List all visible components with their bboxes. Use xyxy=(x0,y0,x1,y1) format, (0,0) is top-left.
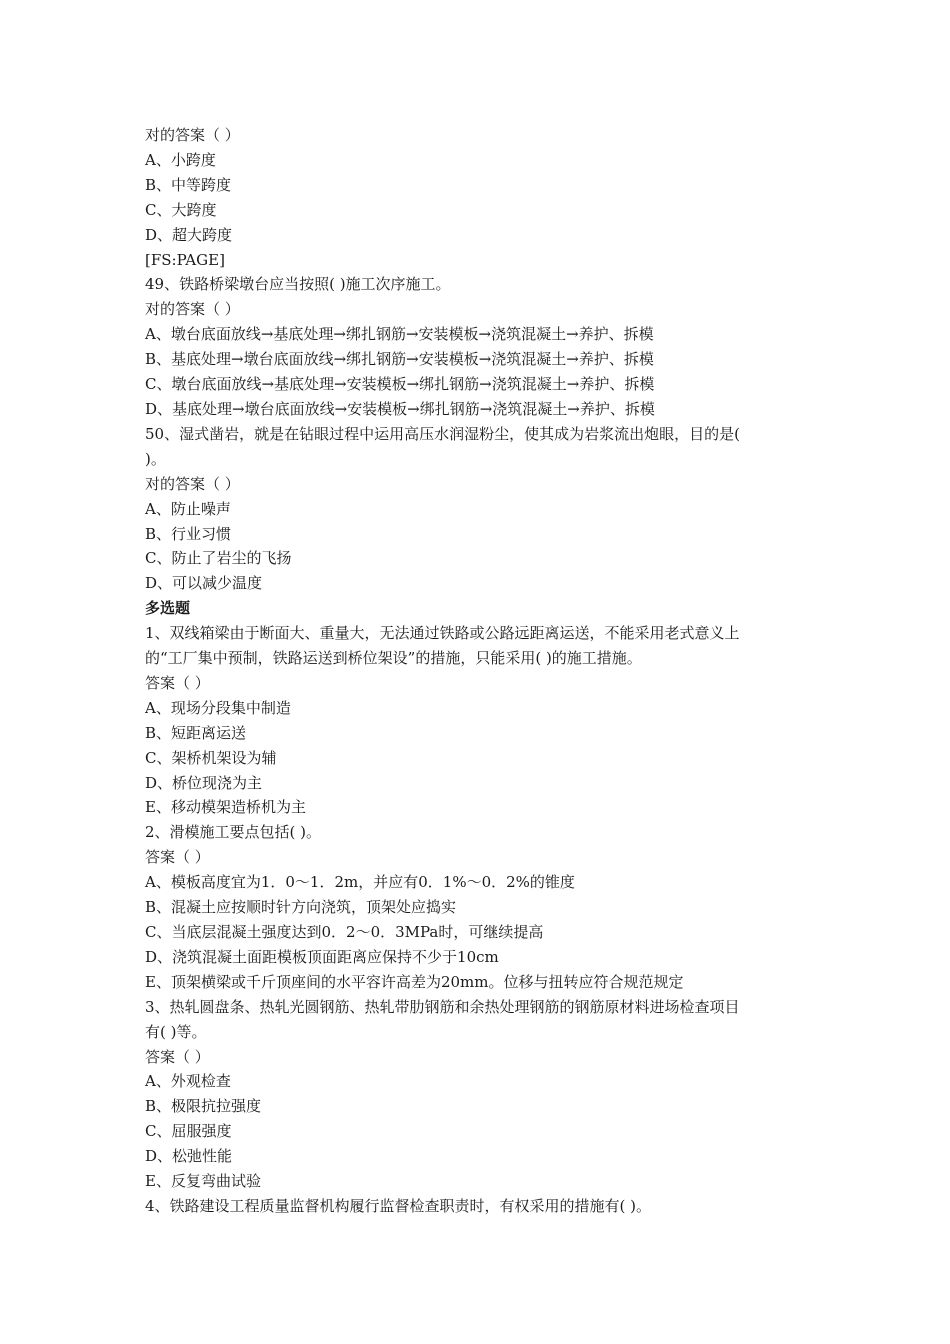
q48-answer-prompt: 对的答案（ ） xyxy=(145,126,240,144)
q50-option-b: B、行业习惯 xyxy=(145,524,232,543)
q48-option-c: C、大跨度 xyxy=(145,200,217,219)
m3-option-a: A、外观检查 xyxy=(145,1072,231,1091)
q49-option-a: A、墩台底面放线→基底处理→绑扎钢筋→安装模板→浇筑混凝土→养护、拆模 xyxy=(145,325,654,344)
m2-option-a: A、模板高度宜为1．0～1．2m，并应有0．1%～0．2%的锥度 xyxy=(145,873,575,892)
m1-question-line1: 1、双线箱梁由于断面大、重量大，无法通过铁路或公路远距离运送，不能采用老式意义上 xyxy=(145,624,740,643)
m2-question: 2、滑模施工要点包括( )。 xyxy=(145,823,322,842)
q50-option-c: C、防止了岩尘的飞扬 xyxy=(145,549,292,568)
q49-option-d: D、基底处理→墩台底面放线→安装模板→绑扎钢筋→浇筑混凝土→养护、拆模 xyxy=(145,399,655,418)
m1-answer-prompt: 答案（ ） xyxy=(145,673,210,692)
q50-option-d: D、可以减少温度 xyxy=(145,574,263,593)
q49-question: 49、铁路桥梁墩台应当按照( )施工次序施工。 xyxy=(145,275,451,294)
section-heading-multi-choice: 多选题 xyxy=(145,599,191,618)
m1-option-a: A、现场分段集中制造 xyxy=(145,698,291,717)
q50-answer-prompt: 对的答案（ ） xyxy=(145,474,240,493)
q48-option-d: D、超大跨度 xyxy=(145,225,233,244)
m3-question-line2: 有( )等。 xyxy=(145,1022,207,1041)
m2-option-b: B、混凝土应按顺时针方向浇筑，顶架处应捣实 xyxy=(145,898,457,917)
m4-question: 4、铁路建设工程质量监督机构履行监督检查职责时，有权采用的措施有( )。 xyxy=(145,1196,652,1215)
m3-answer-prompt: 答案（ ） xyxy=(145,1047,210,1066)
m1-option-b: B、短距离运送 xyxy=(145,723,247,742)
m2-answer-prompt: 答案（ ） xyxy=(145,848,210,867)
page-marker: [FS:PAGE] xyxy=(145,250,225,269)
q49-option-b: B、基底处理→墩台底面放线→绑扎钢筋→安装模板→浇筑混凝土→养护、拆模 xyxy=(145,350,654,369)
q50-question-line1: 50、湿式凿岩，就是在钻眼过程中运用高压水润湿粉尘，使其成为岩浆流出炮眼，目的是( xyxy=(145,424,740,443)
m3-option-b: B、极限抗拉强度 xyxy=(145,1097,262,1116)
m2-option-e: E、顶架横梁或千斤顶座间的水平容许高差为20mm。位移与扭转应符合规范规定 xyxy=(145,972,684,991)
m3-question-line1: 3、热轧圆盘条、热轧光圆钢筋、热轧带肋钢筋和余热处理钢筋的钢筋原材料进场检查项目 xyxy=(145,997,740,1016)
q48-option-a: A、小跨度 xyxy=(145,150,216,169)
m1-option-c: C、架桥机架设为辅 xyxy=(145,748,277,767)
m1-option-d: D、桥位现浇为主 xyxy=(145,773,263,792)
q49-answer-prompt: 对的答案（ ） xyxy=(145,300,240,319)
m1-question-line2: 的“工厂集中预制，铁路运送到桥位架设”的措施，只能采用( )的施工措施。 xyxy=(145,649,642,668)
m3-option-e: E、反复弯曲试验 xyxy=(145,1172,261,1191)
m2-option-c: C、当底层混凝土强度达到0．2～0．3MPa时，可继续提高 xyxy=(145,923,544,941)
q50-option-a: A、防止噪声 xyxy=(145,499,231,518)
q48-option-b: B、中等跨度 xyxy=(145,175,232,194)
m3-option-d: D、松弛性能 xyxy=(145,1147,233,1166)
m1-option-e: E、移动模架造桥机为主 xyxy=(145,798,306,817)
q50-question-line2: )。 xyxy=(145,449,166,468)
m3-option-c: C、屈服强度 xyxy=(145,1122,232,1141)
document-page xyxy=(145,123,810,1219)
m2-option-d: D、浇筑混凝土面距模板顶面距离应保持不少于10cm xyxy=(145,947,499,966)
q49-option-c: C、墩台底面放线→基底处理→安装模板→绑扎钢筋→浇筑混凝土→养护、拆模 xyxy=(145,375,655,394)
